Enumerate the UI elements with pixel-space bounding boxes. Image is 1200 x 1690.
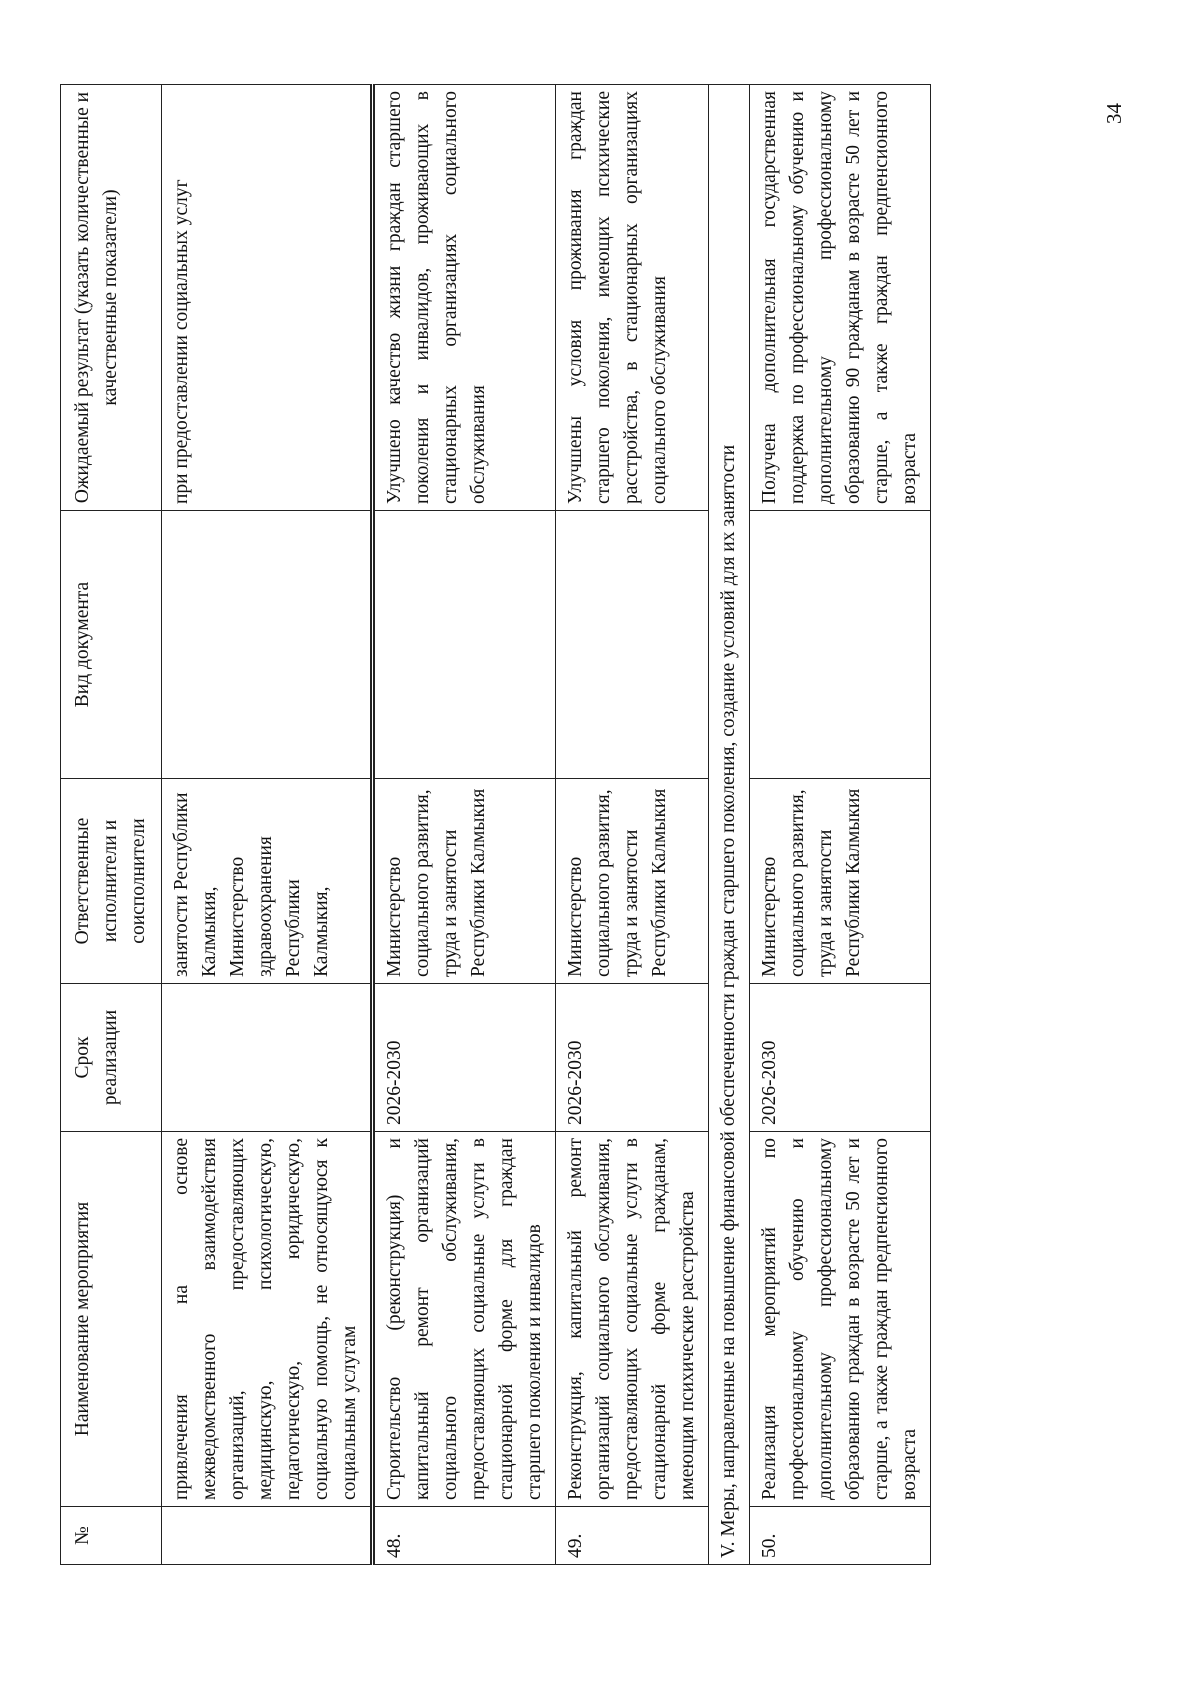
section-title: V. Меры, направленные на повышение финансовой обеспеченности граждан старшего поколения, создание условий для их занятости xyxy=(709,85,750,1565)
row-responsible: Министерство социального развития, труда и занятости Республики Калмыкия xyxy=(750,779,931,984)
row-result: Получена дополнительная государственная поддержка по профессиональному обучению и дополнительному профессиональному образованию 90 гражданам в возрасте 50 лет и старше, а также граждан предпенсионного возраста xyxy=(750,85,931,511)
row-responsible: Министерство социального развития, труда и занятости Республики Калмыкия xyxy=(556,779,709,984)
measures-table xyxy=(60,84,931,1565)
row-result: Улучшено качество жизни граждан старшего поколения и инвалидов, проживающих в стационарных организациях социального обслуживания xyxy=(373,85,556,511)
row-name: Реализация мероприятий по профессиональному обучению и дополнительному профессиональному образованию граждан в возрасте 50 лет и старше, а также граждан предпенсионного возраста xyxy=(750,1132,931,1507)
row-term xyxy=(162,984,373,1132)
table-row xyxy=(750,85,931,1565)
section-row xyxy=(709,85,750,1565)
row-number xyxy=(162,1507,373,1565)
row-doc-type xyxy=(373,511,556,779)
row-term: 2026-2030 xyxy=(750,984,931,1132)
row-responsible: Министерство социального развития, труда и занятости Республики Калмыкия xyxy=(373,779,556,984)
page-number: 34 xyxy=(1102,103,1126,124)
row-doc-type xyxy=(162,511,373,779)
header-number: № xyxy=(61,1507,162,1565)
row-name: Строительство (реконструкция) и капитальный ремонт организаций социального обслуживания, предоставляющих социальные услуги в стационарной форме для граждан старшего поколения и инвалидов xyxy=(373,1132,556,1507)
row-name: привлечения на основе межведомственного взаимодействия организаций, предоставляющих медицинскую, психологическую, педагогическую, юридическую, социальную помощь, не относящуюся к социальным услугам xyxy=(162,1132,373,1507)
header-responsible: Ответственные исполнители и соисполнители xyxy=(61,779,162,984)
table-row xyxy=(162,85,373,1565)
row-number: 50. xyxy=(750,1507,931,1565)
row-result: при предоставлении социальных услуг xyxy=(162,85,373,511)
header-name: Наименование мероприятия xyxy=(61,1132,162,1507)
row-term: 2026-2030 xyxy=(556,984,709,1132)
header-term: Срок реализации xyxy=(61,984,162,1132)
table-row xyxy=(373,85,556,1565)
table-header-row xyxy=(61,85,162,1565)
row-doc-type xyxy=(556,511,709,779)
table-row xyxy=(556,85,709,1565)
row-responsible: занятости Республики Калмыкия, Министерство здравоохранения Республики Калмыкия, xyxy=(162,779,373,984)
rotated-page xyxy=(60,85,1140,1565)
row-result: Улучшены условия проживания граждан старшего поколения, имеющих психические расстройства, в стационарных организациях социального обслуживания xyxy=(556,85,709,511)
row-doc-type xyxy=(750,511,931,779)
row-number: 48. xyxy=(373,1507,556,1565)
row-term: 2026-2030 xyxy=(373,984,556,1132)
row-name: Реконструкция, капитальный ремонт организаций социального обслуживания, предоставляющих социальные услуги в стационарной форме гражданам, имеющим психические расстройства xyxy=(556,1132,709,1507)
row-number: 49. xyxy=(556,1507,709,1565)
header-doc-type: Вид документа xyxy=(61,511,162,779)
header-result: Ожидаемый результат (указать количественные и качественные показатели) xyxy=(61,85,162,511)
